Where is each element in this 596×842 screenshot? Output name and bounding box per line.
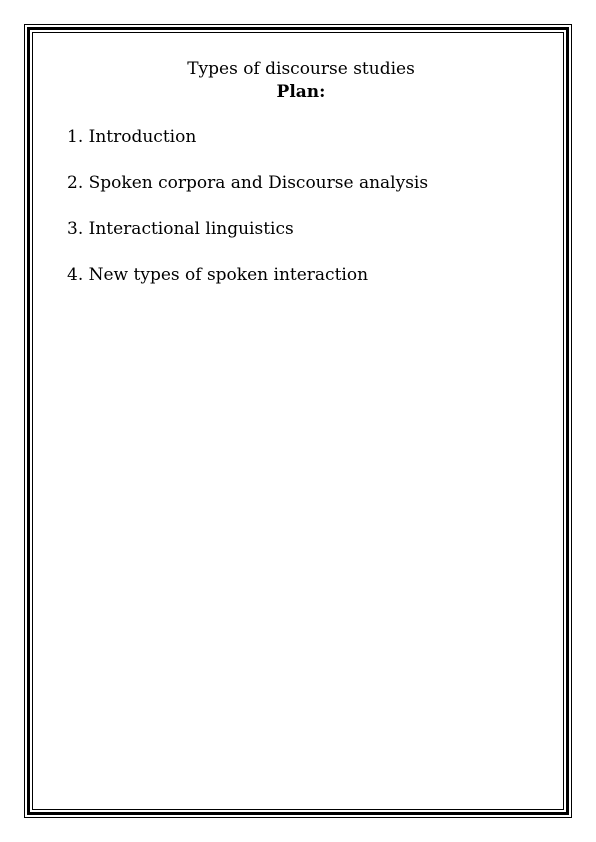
- plan-item-introduction: 1. Introduction: [67, 127, 197, 147]
- document-title: Types of discourse studies: [187, 59, 415, 79]
- plan-item-interactional-linguistics: 3. Interactional linguistics: [67, 219, 294, 239]
- plan-item-new-types: 4. New types of spoken interaction: [67, 265, 369, 285]
- plan-list: [67, 126, 428, 310]
- plan-heading: Plan:: [276, 82, 326, 102]
- plan-item-spoken-corpora: 2. Spoken corpora and Discourse analysis: [67, 173, 429, 193]
